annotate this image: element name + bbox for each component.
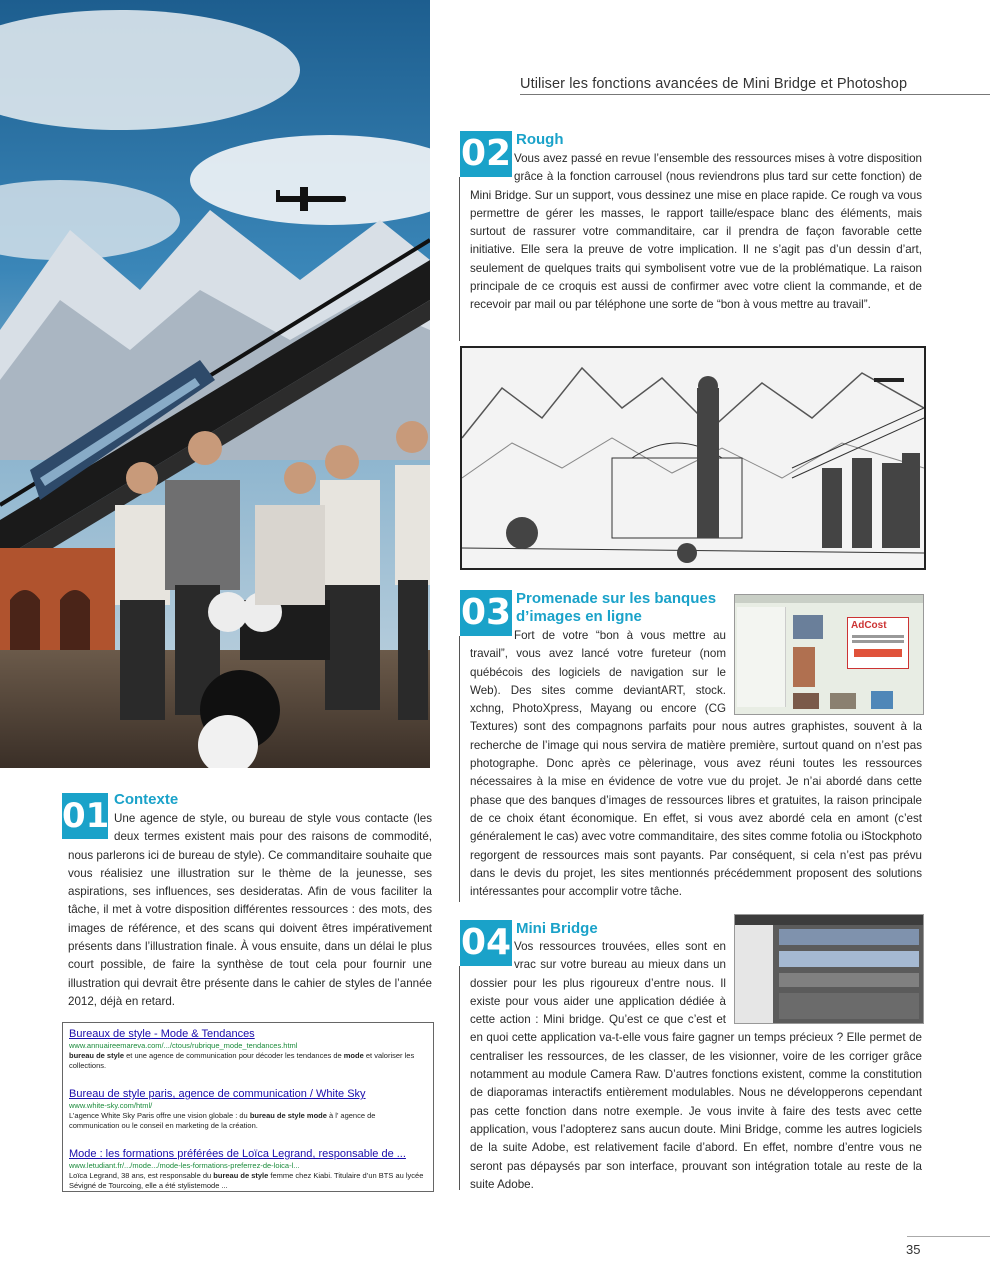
section-number-03: 03 bbox=[460, 590, 512, 636]
section-number-02: 02 bbox=[460, 131, 512, 177]
section-title-mini-bridge: Mini Bridge bbox=[516, 920, 598, 937]
search-result-description: bureau de style et une agence de communication pour décoder les tendances de mode et valoriser les collections. bbox=[69, 1051, 415, 1070]
section-02-text: Vous avez passé en revue l’ensemble des ressources mises à votre disposition grâce à la fonction carrousel (nous reviendrons plus tard sur cette fonction) de Mini Bridge. Sur un support, vous dessinez une mise en place rapide. Ce rough va vous permettre de gérer les masses, le rapport taille/espace blanc des éléments, mais surtout de rassurer votre commanditaire, car il prendra de façon favorable cette initiative. Elle sera la preuve de votre implication. Il ne s’agit pas d’un dessin d’art, seulement de quelques traits qui symbolisent votre vue de la problématique. La raison principale de ce croquis est aussi de confirmer avec votre client la commande, et de recevoir par mail ou par téléphone une sorte de “bon à vous mettre au travail”. bbox=[470, 152, 922, 312]
section-04-text: Vos ressources trouvées, elles sont en vrac sur votre bureau au mieux dans un dossier pour les plus rigoureux d’entre nous. Il existe pour vous aider une application dédiée à cette action : Mini bridge. Qu’est ce que c’est et en quoi cette application va-t-elle vous faire gagner un temps précieux ? Elle permet de centraliser les ressources, de les classer, de les visionner, voire de les corriger grâce notamment au module Camera Raw. D’autres fonctions existent, comme la constitution de diaporamas interactifs entièrement modulables. Nous ne développerons cependant pas cette fonction dans notre exemple. Je vous invite à faire des tests avec cette application, vous l’adopterez sans aucun doute. Mini Bridge, comme les autres logiciels de la suite Adobe, est relativement facile d’abord. En effet, nombre d’entre vous ne seront pas dépaysés par son interface, prouvant son intégration totale au reste de la suite Adobe. bbox=[470, 940, 922, 1191]
search-result-title[interactable]: Bureaux de style - Mode & Tendances bbox=[69, 1028, 255, 1040]
search-result-description: Loïca Legrand, 38 ans, est responsable du bureau de style femme chez Kiabi. Titulaire d’un BTS au lycée Sévigné de Tourcoing, elle a été stylistemode ... bbox=[69, 1171, 424, 1190]
section-04-body bbox=[470, 938, 922, 1194]
search-result-url: www.white-sky.com/html/ bbox=[69, 1101, 153, 1110]
section-02-body bbox=[470, 150, 922, 315]
section-title-promenade bbox=[516, 590, 716, 626]
mini-bridge-toolbar bbox=[735, 915, 923, 925]
footer-rule bbox=[907, 1236, 990, 1237]
header-rule bbox=[520, 94, 990, 95]
hero-photo-illustration bbox=[0, 0, 430, 768]
section-04-rule bbox=[459, 966, 460, 1190]
running-title: Utiliser les fonctions avancées de Mini Bridge et Photoshop bbox=[520, 76, 908, 92]
section-02-rule bbox=[459, 177, 460, 341]
section-title-contexte: Contexte bbox=[114, 791, 179, 808]
section-03-text: Fort de votre “bon à vous mettre au travail”, vous avez lancé votre fureteur (nom québécois des logiciels de navigation sur le Web). Des sites comme deviantART, stock. xchng, PhotoXpress, Mayang ou encore (CG Textures) sont des compagnons parfaits pour nous autres graphistes, souvent à la recherche de l’image qui nous servira de matière première, surtout quand on n’est pas photographe. Donc après ce pèlerinage, vous avez réuni toutes les ressources nécessaires à la mise en évidence de votre vue du projet. Je n’ai abordé dans cette phase que des banques d’images de ressources libres et gratuites, la raison principale de ce choix étant économique. En effet, si vous avez abordé cela en amont (c’est généralement le cas) avec votre commanditaire, des sites comme fotolia ou iStockphoto regorgent de ressources mais sont payants. Par conséquent, si cela n’est pas prévu dans le devis du projet, les sites mentionnés précédemment proposent des solutions intéressantes pour accomplir votre tâche. bbox=[470, 629, 922, 899]
page-number: 35 bbox=[906, 1242, 921, 1257]
adcost-label: AdCost bbox=[851, 620, 887, 631]
section-title-promenade-line1: Promenade sur les banques bbox=[516, 590, 717, 607]
search-result-url: www.annuaireemareva.com/.../ctous/rubrique_mode_tendances.html bbox=[69, 1041, 298, 1050]
section-03-body bbox=[470, 627, 922, 901]
section-title-promenade-line2: d’images en ligne bbox=[516, 608, 642, 625]
section-01-body bbox=[68, 810, 432, 1011]
section-number-01: 01 bbox=[62, 793, 108, 839]
search-result bbox=[69, 1028, 425, 1071]
search-results-screenshot bbox=[62, 1022, 434, 1192]
search-result-title[interactable]: Mode : les formations préférées de Loïca Legrand, responsable de ... bbox=[69, 1148, 406, 1160]
search-result bbox=[69, 1088, 425, 1131]
search-result bbox=[69, 1148, 425, 1191]
section-03-rule bbox=[459, 636, 460, 902]
search-result-title[interactable]: Bureau de style paris, agence de communication / White Sky bbox=[69, 1088, 366, 1100]
screenshot-toolbar bbox=[735, 595, 923, 603]
rough-sketch-image bbox=[460, 346, 926, 570]
search-result-description: L’agence White Sky Paris offre une vision globale : du bureau de style mode à l’ agence de communication ou le conseil en marketing de la création. bbox=[69, 1111, 376, 1130]
section-number-04: 04 bbox=[460, 920, 512, 966]
search-result-url: www.letudiant.fr/.../mode.../mode-les-formations-preferrez-de-loica-l... bbox=[69, 1161, 300, 1170]
hero-photo bbox=[0, 0, 430, 768]
section-01-text: Une agence de style, ou bureau de style vous contacte (les deux termes existent mais pour des raisons de commodité, nous parlerons ici de bureau de style). Ce commanditaire souhaite que vous réalisiez une illustration sur le thème de la jeunesse, ses aspirations, ses influences, ses desideratas. Afin de vous faciliter la tâche, il met à votre disposition différentes ressources : des mots, des images de référence, et des scans qui doivent êtres impérativement présents dans l’illustration finale. À vous ensuite, dans un délai le plus court possible, de faire la synthèse de tout cela pour fournir une illustration qui devrait être présente dans le cahier de styles de l’année 2012, déjà en retard. bbox=[68, 812, 432, 1008]
section-title-rough: Rough bbox=[516, 131, 564, 148]
rough-sketch-drawing bbox=[462, 348, 924, 568]
